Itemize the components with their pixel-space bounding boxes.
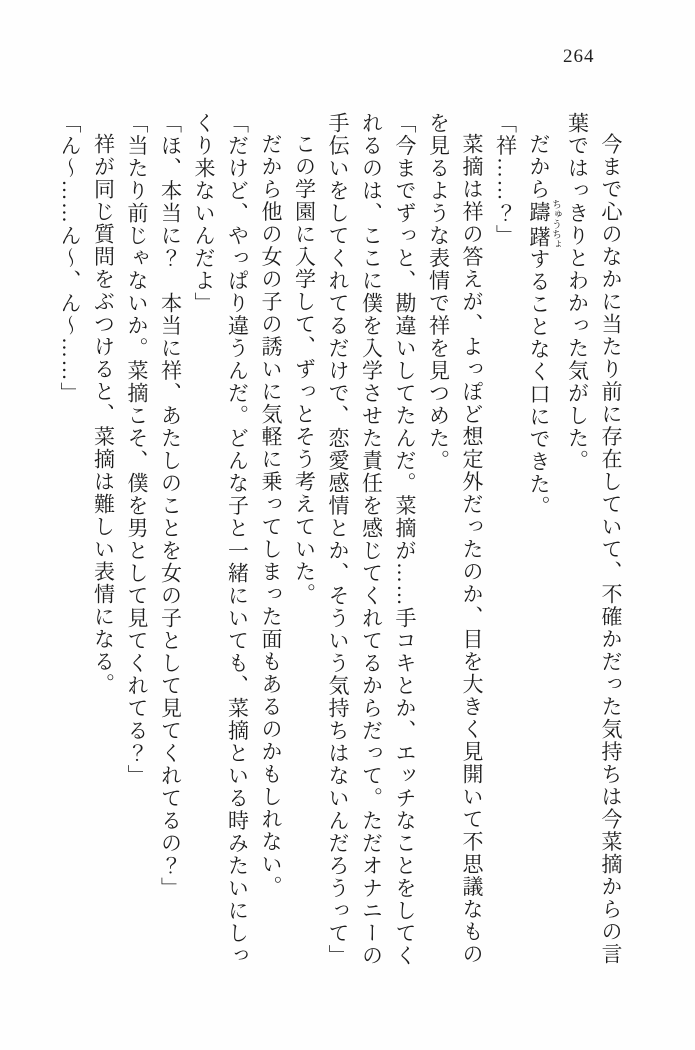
text-line: れるのは、ここに僕を入学させた責任を感じてくれてるからだって。ただオナニーの <box>359 112 384 967</box>
text-line: 「ほ、本当に？ 本当に祥、あたしのことを女の子として見てくれてるの？」 <box>158 112 183 900</box>
ruby-word <box>527 199 561 250</box>
page-number: 264 <box>563 46 595 67</box>
text-segment: することなく口にできた。 <box>527 248 551 518</box>
text-line: 菜摘は祥の答えが、よっぽど想定外だったのか、目を大きく見開いて不思議なもの <box>460 133 484 966</box>
text-line: だから他の女の子の誘いに気軽に乗ってしまった面もあるのかもしれない。 <box>259 133 283 898</box>
text-line: この学園に入学して、ずっとそう考えていた。 <box>292 133 317 606</box>
text-line-with-furigana <box>522 112 561 1024</box>
text-line: 「ん〜……ん〜、ん〜……」 <box>58 112 82 405</box>
text-line: 「当たり前じゃないか。菜摘こそ、僕を男として見てくれてる？」 <box>125 112 149 787</box>
text-line: 手伝いをしてくれてるだけで、恋愛感情とか、そういう気持ちはないんだろうって」 <box>326 112 350 967</box>
text-line: 葉ではっきりとわかった気がした。 <box>565 112 590 472</box>
ruby-furigana: ちゅうちょ <box>549 199 561 250</box>
text-line: 「だけど、やっぱり違うんだ。どんな子と一緒にいても、菜摘といる時みたいにしっ <box>225 112 250 967</box>
text-line: 「祥……？」 <box>493 112 518 247</box>
text-line: を見るような表情で祥を見つめた。 <box>426 112 451 472</box>
text-line: くり来ないんだよ」 <box>192 112 216 315</box>
body-text <box>53 112 628 1024</box>
text-segment: だから <box>527 133 551 201</box>
text-line: 「今までずっと、勘違いしてたんだ。菜摘が……手コキとか、エッチなことをしてく <box>393 112 417 967</box>
ruby-base: 躊躇 <box>527 199 551 250</box>
text-line: 今まで心のなかに当たり前に存在していて、不確かだった気持ちは今菜摘からの言 <box>599 133 623 966</box>
text-line: 祥が同じ質問をぶつけると、菜摘は難しい表情になる。 <box>91 133 116 696</box>
